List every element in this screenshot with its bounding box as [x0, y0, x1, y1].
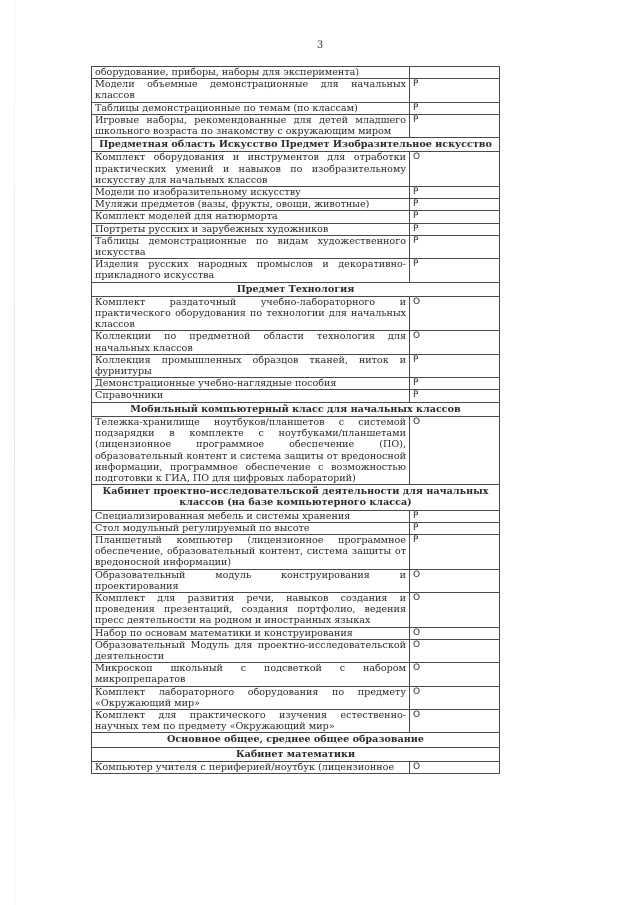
table-row — [92, 259, 500, 282]
item-mark: О — [410, 663, 500, 686]
table-row — [92, 522, 500, 534]
item-name: Модели по изобразительному искусству — [92, 187, 410, 199]
table-row — [92, 114, 500, 137]
item-name: Таблицы демонстрационные по темам (по классам) — [92, 102, 410, 114]
section-header-row — [92, 485, 500, 510]
table-row — [92, 686, 500, 709]
item-name: Набор по основам математики и конструирования — [92, 627, 410, 639]
item-mark: О — [410, 761, 500, 773]
item-mark — [410, 67, 500, 79]
item-name: Образовательный Модуль для проектно-исследовательской деятельности — [92, 639, 410, 662]
table-row — [92, 709, 500, 732]
section-header-row — [92, 282, 500, 296]
item-name: Портреты русских и зарубежных художников — [92, 223, 410, 235]
item-name: Стол модульный регулируемый по высоте — [92, 522, 410, 534]
table-row — [92, 67, 500, 79]
table-row — [92, 354, 500, 377]
item-mark: Р — [410, 522, 500, 534]
section-header: Кабинет математики — [92, 747, 500, 761]
item-mark: Р — [410, 235, 500, 258]
item-name: оборудование, приборы, наборы для эксперимента) — [92, 67, 410, 79]
table-row — [92, 569, 500, 592]
item-name: Планшетный компьютер (лицензионное программное обеспечение, образовательный контент, система защиты от вредоносной информации) — [92, 534, 410, 569]
item-name: Модели объемные демонстрационные для начальных классов — [92, 79, 410, 102]
table-row — [92, 187, 500, 199]
section-header: Предмет Технология — [92, 282, 500, 296]
item-mark: О — [410, 152, 500, 187]
item-mark: О — [410, 592, 500, 627]
item-mark: Р — [410, 534, 500, 569]
item-name: Муляжи предметов (вазы, фрукты, овощи, животные) — [92, 199, 410, 211]
table-row — [92, 663, 500, 686]
table-row — [92, 296, 500, 331]
table-row — [92, 211, 500, 223]
section-header: Кабинет проектно-исследовательской деятельности для начальных классов (на базе компьютерного класса) — [92, 485, 500, 510]
table-row — [92, 79, 500, 102]
item-name: Таблицы демонстрационные по видам художественного искусства — [92, 235, 410, 258]
item-mark: О — [410, 569, 500, 592]
item-name: Компьютер учителя с периферией/ноутбук (лицензионное — [92, 761, 410, 773]
table-row — [92, 390, 500, 402]
equipment-table — [91, 66, 500, 774]
item-mark: Р — [410, 510, 500, 522]
item-mark: Р — [410, 390, 500, 402]
item-mark: О — [410, 331, 500, 354]
item-name: Комплект моделей для натюрморта — [92, 211, 410, 223]
item-mark: Р — [410, 79, 500, 102]
page-number: 3 — [316, 40, 324, 51]
section-header-row — [92, 402, 500, 416]
item-mark: О — [410, 627, 500, 639]
item-mark: Р — [410, 114, 500, 137]
item-mark: Р — [410, 259, 500, 282]
item-mark: Р — [410, 199, 500, 211]
section-header: Мобильный компьютерный класс для начальных классов — [92, 402, 500, 416]
item-name: Тележка-хранилище ноутбуков/планшетов с системой подзарядки в комплекте с ноутбуками/планшетами (лицензионное программное обеспечение (ПО), образовательный контент и система защиты от вредоносной информации, программное обеспечение с возможностью подготовки к ГИА, ПО для цифровых лабораторий) — [92, 416, 410, 484]
item-name: Комплект для развития речи, навыков создания и проведения презентаций, создания портфолио, ведения пресс деятельности на родном и иностранных языках — [92, 592, 410, 627]
table-row — [92, 199, 500, 211]
item-name: Комплект раздаточный учебно-лабораторного и практического оборудования по технологии для начальных классов — [92, 296, 410, 331]
item-name: Игровые наборы, рекомендованные для детей младшего школьного возраста по знакомству с окружающим миром — [92, 114, 410, 137]
section-header-row — [92, 747, 500, 761]
item-mark: Р — [410, 102, 500, 114]
item-mark: О — [410, 709, 500, 732]
table-row — [92, 627, 500, 639]
item-mark: Р — [410, 378, 500, 390]
section-header-row — [92, 138, 500, 152]
item-mark: Р — [410, 187, 500, 199]
table-row — [92, 102, 500, 114]
table-row — [92, 639, 500, 662]
section-header: Предметная область Искусство Предмет Изобразительное искусство — [92, 138, 500, 152]
item-name: Изделия русских народных промыслов и декоративно-прикладного искусства — [92, 259, 410, 282]
item-mark: О — [410, 686, 500, 709]
item-name: Демонстрационные учебно-наглядные пособия — [92, 378, 410, 390]
table-row — [92, 534, 500, 569]
item-name: Микроскоп школьный с подсветкой с набором микропрепаратов — [92, 663, 410, 686]
table-row — [92, 235, 500, 258]
table-row — [92, 416, 500, 484]
table-row — [92, 592, 500, 627]
item-mark: О — [410, 416, 500, 484]
section-header-row — [92, 733, 500, 747]
item-name: Справочники — [92, 390, 410, 402]
item-mark: Р — [410, 211, 500, 223]
section-header: Основное общее, среднее общее образование — [92, 733, 500, 747]
table-row — [92, 331, 500, 354]
item-mark: О — [410, 296, 500, 331]
table-row — [92, 152, 500, 187]
table-row — [92, 223, 500, 235]
item-name: Комплект оборудования и инструментов для отработки практических умений и навыков по изобразительному искусству для начальных классов — [92, 152, 410, 187]
item-mark: О — [410, 639, 500, 662]
table-row — [92, 510, 500, 522]
item-mark: Р — [410, 354, 500, 377]
table-row — [92, 761, 500, 773]
item-name: Специализированная мебель и системы хранения — [92, 510, 410, 522]
item-name: Коллекция промышленных образцов тканей, ниток и фурнитуры — [92, 354, 410, 377]
item-name: Образовательный модуль конструирования и проектирования — [92, 569, 410, 592]
item-name: Комплект лабораторного оборудования по предмету «Окружающий мир» — [92, 686, 410, 709]
item-mark: Р — [410, 223, 500, 235]
scan-edge — [14, 0, 15, 905]
item-name: Комплект для практического изучения естественно-научных тем по предмету «Окружающий мир» — [92, 709, 410, 732]
table-row — [92, 378, 500, 390]
item-name: Коллекции по предметной области технология для начальных классов — [92, 331, 410, 354]
